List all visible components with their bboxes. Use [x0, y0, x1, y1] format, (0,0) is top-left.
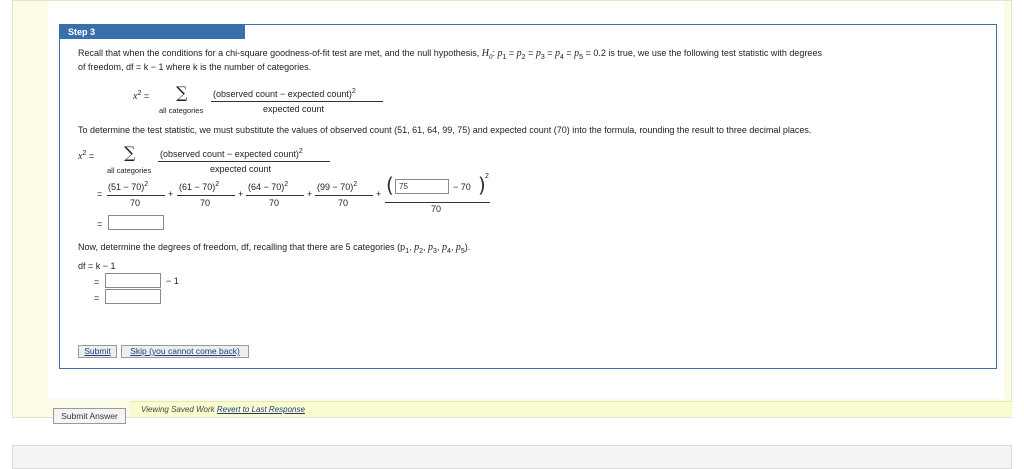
submit-answer-button[interactable]: Submit Answer [53, 408, 126, 424]
saved-work-label: Viewing Saved Work [141, 405, 217, 414]
sigma-symbol-2: ∑ [124, 143, 136, 162]
equals-sign-2: = [97, 219, 103, 229]
formula-denominator: expected count [263, 104, 325, 114]
term-1-bar [107, 195, 165, 196]
formula2-numerator: (observed count − expected count)$^2$ [160, 148, 303, 159]
sigma-subscript-2: all categories [107, 166, 152, 175]
term-1-numerator: $(51 - 70)^2$ [108, 181, 149, 192]
sigma-symbol: ∑ [176, 83, 188, 102]
df-formula: df = k − 1 [78, 261, 116, 271]
last-term-denominator: 70 [431, 204, 442, 214]
equals-sign-3: = [94, 277, 100, 287]
equals-sign-1: = [97, 189, 103, 199]
term-4-denominator: 70 [338, 198, 349, 208]
last-term-exponent: 2 [485, 173, 489, 180]
instruction-text: To determine the test statistic, we must substitute the values of observed count (51, 61, 64, 99, 75) and expected count (70) into the formula, rounding the result to three decimal places. [78, 125, 812, 135]
term-2-numerator: $(61 - 70)^2$ [179, 181, 220, 192]
submit-button[interactable]: Submit [78, 345, 117, 358]
observed-count-input[interactable]: 75 [395, 179, 449, 194]
revert-link[interactable]: Revert to Last Response [216, 405, 305, 414]
last-term-minus: − 70 [453, 182, 471, 192]
intro-line-2: of freedom, df = k − 1 where k is the number of categories. [78, 62, 312, 72]
df-intro: Now, determine the degrees of freedom, df, recalling that there are 5 categories ($p_1$, $p_2$, $p_3$, $p_4$, $p_5$). [78, 242, 471, 255]
formula2-fraction-bar [158, 161, 330, 162]
term-3-bar [246, 195, 304, 196]
saved-work-bar [130, 401, 1012, 417]
categories-count-input[interactable] [105, 273, 161, 288]
step-title: Step 3 [60, 25, 245, 39]
h0-symbol: $H_0$ [481, 48, 493, 61]
skip-button[interactable]: Skip (you cannot come back) [121, 345, 249, 358]
step-3-frame [59, 24, 997, 369]
term-4-numerator: $(99 - 70)^2$ [317, 181, 358, 192]
equals-sign-4: = [94, 293, 100, 303]
sigma-subscript: all categories [159, 106, 204, 115]
intro-line-1: Recall that when the conditions for a chi-square goodness-of-fit test are met, and the null hypothesis, $H_0$: $p_1 = p_2 = p_3 = p_4 = p_5 = 0.2$ is true, we use the following test statistic with degrees [78, 48, 822, 61]
plus-sign-3: + [307, 189, 313, 199]
plus-sign-2: + [238, 189, 244, 199]
formula-fraction-bar [211, 101, 383, 102]
formula2-lhs: $x^2$ = [78, 150, 95, 162]
test-statistic-input[interactable] [108, 215, 164, 230]
formula-numerator: (observed count − expected count)$^2$ [213, 88, 356, 99]
term-3-numerator: $(64 - 70)^2$ [248, 181, 289, 192]
term-3-denominator: 70 [269, 198, 280, 208]
degrees-of-freedom-input[interactable] [105, 289, 161, 304]
term-4-bar [315, 195, 373, 196]
left-paren: ( [386, 173, 394, 197]
last-term-bar [385, 202, 490, 203]
plus-sign-4: + [376, 189, 382, 199]
term-2-denominator: 70 [200, 198, 211, 208]
right-paren: ) [478, 173, 486, 197]
term-2-bar [177, 195, 235, 196]
plus-sign-1: + [168, 189, 174, 199]
footer-panel [12, 445, 1012, 469]
formula2-denominator: expected count [210, 164, 272, 174]
minus-one-text: − 1 [166, 276, 179, 286]
term-1-denominator: 70 [130, 198, 141, 208]
formula-lhs: $x^2$ = [133, 90, 150, 102]
